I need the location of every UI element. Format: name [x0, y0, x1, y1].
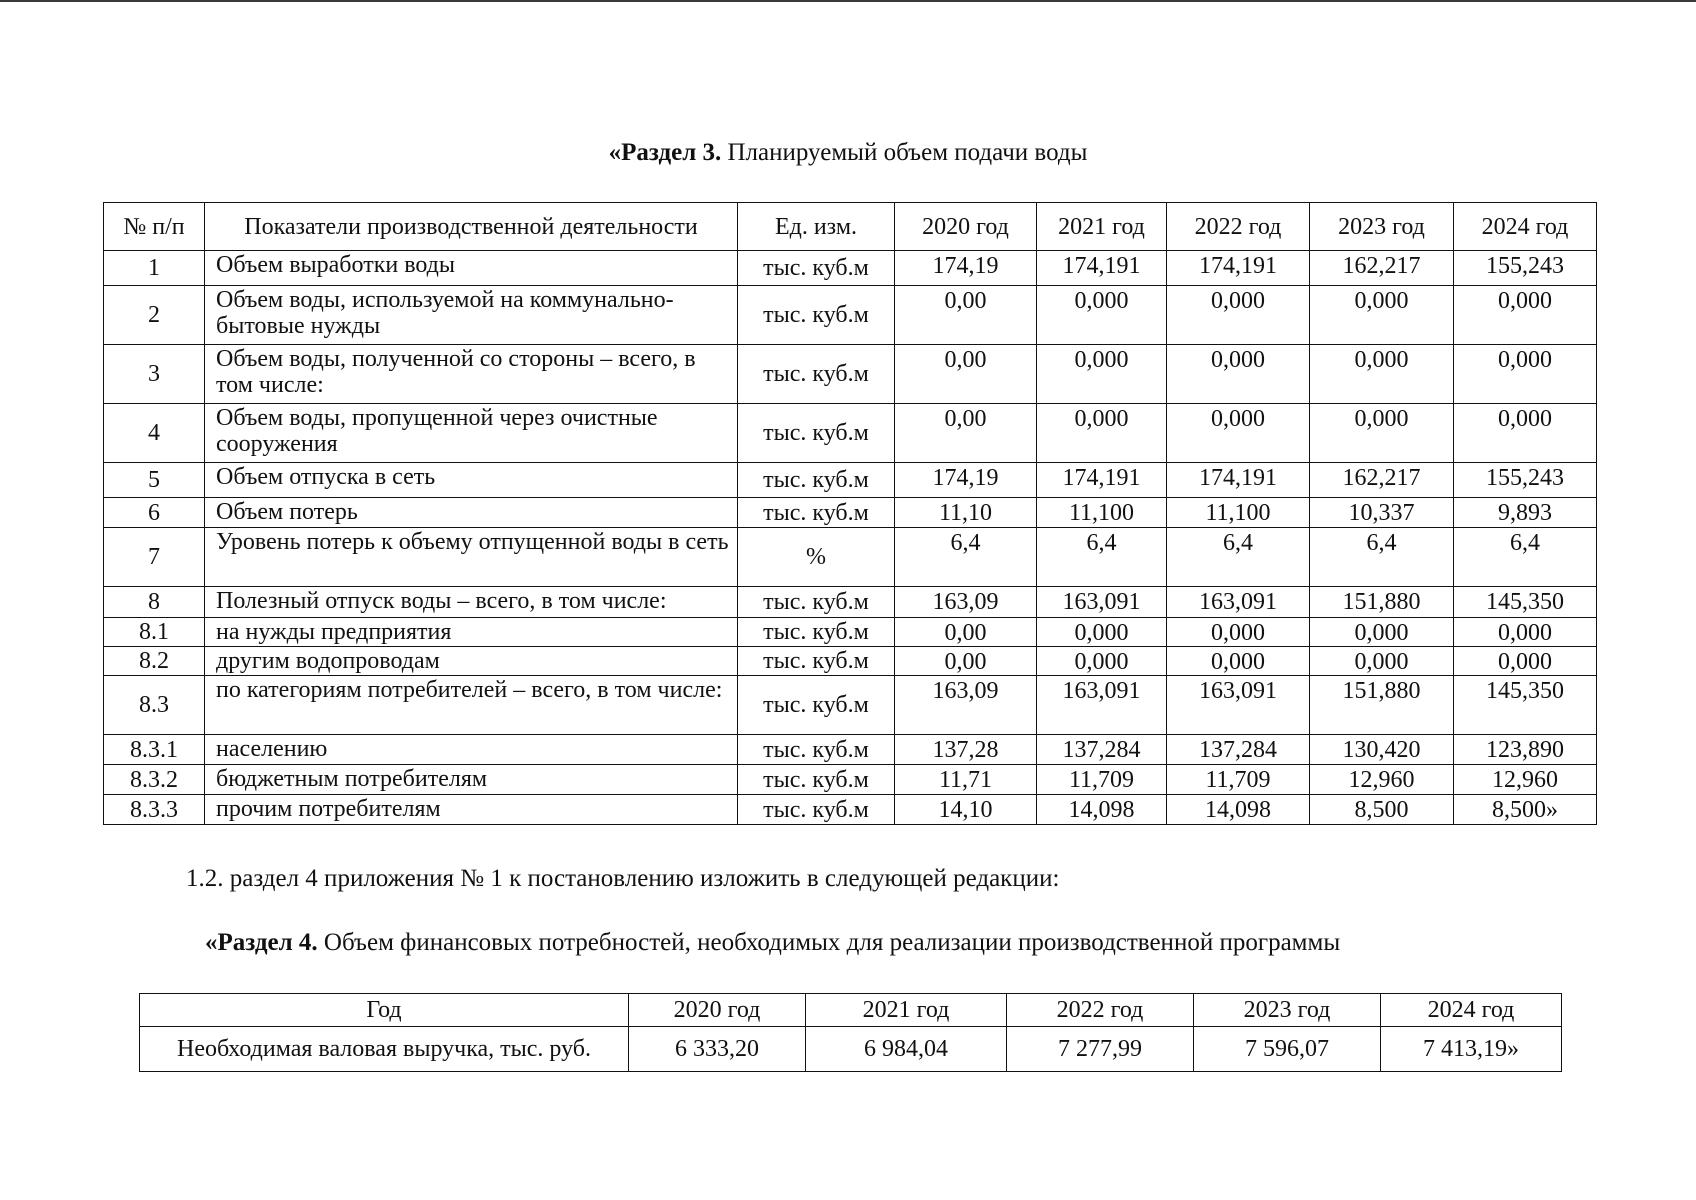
- indicator-name: прочим потребителям: [205, 795, 738, 825]
- value-cell: 11,100: [1037, 498, 1167, 528]
- value-cell: 0,000: [1310, 618, 1454, 647]
- value-cell: 0,00: [895, 647, 1037, 676]
- row-number: 8: [104, 587, 205, 618]
- table-row: [104, 795, 1597, 825]
- indicator-name: Полезный отпуск воды – всего, в том числе:: [205, 587, 738, 618]
- value-cell: 123,890: [1454, 735, 1597, 765]
- value-cell: 7 277,99: [1007, 1027, 1194, 1072]
- value-cell: 0,000: [1310, 404, 1454, 463]
- unit-cell: тыс. куб.м: [738, 735, 895, 765]
- value-cell: 0,000: [1037, 345, 1167, 404]
- unit-cell: тыс. куб.м: [738, 251, 895, 286]
- unit-cell: тыс. куб.м: [738, 795, 895, 825]
- value-cell: 0,000: [1454, 345, 1597, 404]
- value-cell: 145,350: [1454, 676, 1597, 735]
- value-cell: 6 984,04: [806, 1027, 1007, 1072]
- value-cell: 0,00: [895, 618, 1037, 647]
- page-top-edge-line: [0, 0, 1696, 2]
- row-number: 5: [104, 463, 205, 498]
- value-cell: 6,4: [895, 528, 1037, 587]
- row-number: 1: [104, 251, 205, 286]
- value-cell: 6,4: [1037, 528, 1167, 587]
- table-row: [104, 251, 1597, 286]
- indicator-name: Объем отпуска в сеть: [205, 463, 738, 498]
- section4-title-text: Объем финансовых потребностей, необходимых для реализации производственной программы: [317, 929, 1341, 956]
- value-cell: 6,4: [1167, 528, 1310, 587]
- value-cell: 137,284: [1037, 735, 1167, 765]
- unit-cell: тыс. куб.м: [738, 587, 895, 618]
- unit-cell: тыс. куб.м: [738, 765, 895, 795]
- value-cell: 11,100: [1167, 498, 1310, 528]
- value-cell: 0,00: [895, 404, 1037, 463]
- header-number: № п/п: [104, 203, 205, 251]
- section4-title-bold: «Раздел 4.: [205, 929, 318, 956]
- value-cell: 0,000: [1037, 404, 1167, 463]
- indicator-name: Объем воды, пропущенной через очистные сооружения: [205, 404, 738, 463]
- value-cell: 7 596,07: [1194, 1027, 1381, 1072]
- row-number: 8.3.3: [104, 795, 205, 825]
- table-row: [104, 618, 1597, 647]
- value-cell: 163,091: [1167, 676, 1310, 735]
- value-cell: 155,243: [1454, 251, 1597, 286]
- section3-title: [0, 138, 1696, 168]
- row-number: 8.2: [104, 647, 205, 676]
- value-cell: 0,000: [1454, 286, 1597, 345]
- value-cell: 11,10: [895, 498, 1037, 528]
- value-cell: 174,19: [895, 251, 1037, 286]
- table-row: [104, 463, 1597, 498]
- unit-cell: тыс. куб.м: [738, 286, 895, 345]
- revenue-label: Необходимая валовая выручка, тыс. руб.: [140, 1027, 629, 1072]
- section3-header-row: [104, 203, 1597, 251]
- value-cell: 163,091: [1037, 676, 1167, 735]
- unit-cell: тыс. куб.м: [738, 618, 895, 647]
- indicator-name: Объем выработки воды: [205, 251, 738, 286]
- value-cell: 174,191: [1167, 251, 1310, 286]
- value-cell: 0,000: [1037, 618, 1167, 647]
- section3-water-supply-table: [103, 202, 1597, 825]
- row-number: 8.3.1: [104, 735, 205, 765]
- row-number: 4: [104, 404, 205, 463]
- table-row: [140, 1027, 1562, 1072]
- value-cell: 14,098: [1037, 795, 1167, 825]
- value-cell: 14,098: [1167, 795, 1310, 825]
- value-cell: 174,191: [1037, 251, 1167, 286]
- table-row: [104, 528, 1597, 587]
- row-number: 7: [104, 528, 205, 587]
- indicator-name: Объем потерь: [205, 498, 738, 528]
- value-cell: 0,000: [1167, 618, 1310, 647]
- header-year-2021: 2021 год: [806, 994, 1007, 1027]
- section4-financial-table: [139, 993, 1562, 1072]
- table-row: [104, 345, 1597, 404]
- header-year-2022: 2022 год: [1167, 203, 1310, 251]
- value-cell: 0,000: [1310, 647, 1454, 676]
- indicator-name: Уровень потерь к объему отпущенной воды в сеть: [205, 528, 738, 587]
- value-cell: 137,28: [895, 735, 1037, 765]
- value-cell: 0,000: [1454, 647, 1597, 676]
- value-cell: 163,091: [1167, 587, 1310, 618]
- value-cell: 10,337: [1310, 498, 1454, 528]
- value-cell: 11,709: [1167, 765, 1310, 795]
- value-cell: 0,000: [1454, 618, 1597, 647]
- row-number: 2: [104, 286, 205, 345]
- value-cell: 0,000: [1037, 647, 1167, 676]
- table-row: [104, 587, 1597, 618]
- value-cell: 162,217: [1310, 251, 1454, 286]
- indicator-name: населению: [205, 735, 738, 765]
- value-cell: 151,880: [1310, 587, 1454, 618]
- value-cell: 163,091: [1037, 587, 1167, 618]
- section3-title-text: Планируемый объем подачи воды: [721, 139, 1088, 166]
- value-cell: 11,71: [895, 765, 1037, 795]
- header-year-2020: 2020 год: [895, 203, 1037, 251]
- value-cell: 9,893: [1454, 498, 1597, 528]
- header-year-2021: 2021 год: [1037, 203, 1167, 251]
- row-number: 8.3: [104, 676, 205, 735]
- section3-title-bold: «Раздел 3.: [608, 139, 722, 166]
- value-cell: 0,000: [1167, 286, 1310, 345]
- value-cell: 0,000: [1167, 404, 1310, 463]
- row-number: 6: [104, 498, 205, 528]
- value-cell: 8,500: [1310, 795, 1454, 825]
- header-year-2023: 2023 год: [1310, 203, 1454, 251]
- row-number: 3: [104, 345, 205, 404]
- table-row: [104, 498, 1597, 528]
- table-row: [104, 404, 1597, 463]
- section4-title: [205, 928, 1340, 958]
- value-cell: 6,4: [1310, 528, 1454, 587]
- header-year-label: Год: [140, 994, 629, 1027]
- header-indicator: Показатели производственной деятельности: [205, 203, 738, 251]
- value-cell: 174,191: [1167, 463, 1310, 498]
- indicator-name: на нужды предприятия: [205, 618, 738, 647]
- indicator-name: по категориям потребителей – всего, в том числе:: [205, 676, 738, 735]
- value-cell: 155,243: [1454, 463, 1597, 498]
- value-cell: 0,000: [1037, 286, 1167, 345]
- value-cell: 0,00: [895, 345, 1037, 404]
- value-cell: 145,350: [1454, 587, 1597, 618]
- value-cell: 163,09: [895, 587, 1037, 618]
- section4-header-row: [140, 994, 1562, 1027]
- table-row: [104, 676, 1597, 735]
- value-cell: 6,4: [1454, 528, 1597, 587]
- table-row: [104, 735, 1597, 765]
- table-row: [104, 286, 1597, 345]
- value-cell: 8,500»: [1454, 795, 1597, 825]
- unit-cell: тыс. куб.м: [738, 404, 895, 463]
- value-cell: 6 333,20: [629, 1027, 806, 1072]
- value-cell: 130,420: [1310, 735, 1454, 765]
- header-year-2022: 2022 год: [1007, 994, 1194, 1027]
- header-year-2024: 2024 год: [1381, 994, 1562, 1027]
- value-cell: 0,000: [1167, 647, 1310, 676]
- value-cell: 0,000: [1454, 404, 1597, 463]
- row-number: 8.3.2: [104, 765, 205, 795]
- unit-cell: тыс. куб.м: [738, 647, 895, 676]
- table-row: [104, 765, 1597, 795]
- header-year-2020: 2020 год: [629, 994, 806, 1027]
- indicator-name: другим водопроводам: [205, 647, 738, 676]
- row-number: 8.1: [104, 618, 205, 647]
- value-cell: 137,284: [1167, 735, 1310, 765]
- value-cell: 174,19: [895, 463, 1037, 498]
- indicator-name: бюджетным потребителям: [205, 765, 738, 795]
- value-cell: 163,09: [895, 676, 1037, 735]
- table-row: [104, 647, 1597, 676]
- indicator-name: Объем воды, полученной со стороны – всего, в том числе:: [205, 345, 738, 404]
- unit-cell: тыс. куб.м: [738, 676, 895, 735]
- unit-cell: тыс. куб.м: [738, 463, 895, 498]
- value-cell: 0,000: [1167, 345, 1310, 404]
- header-unit: Ед. изм.: [738, 203, 895, 251]
- value-cell: 11,709: [1037, 765, 1167, 795]
- amendment-paragraph: 1.2. раздел 4 приложения № 1 к постановлению изложить в следующей редакции:: [186, 865, 1060, 892]
- unit-cell: тыс. куб.м: [738, 498, 895, 528]
- value-cell: 174,191: [1037, 463, 1167, 498]
- value-cell: 12,960: [1310, 765, 1454, 795]
- value-cell: 0,000: [1310, 345, 1454, 404]
- value-cell: 0,00: [895, 286, 1037, 345]
- value-cell: 0,000: [1310, 286, 1454, 345]
- indicator-name: Объем воды, используемой на коммунально-бытовые нужды: [205, 286, 738, 345]
- header-year-2024: 2024 год: [1454, 203, 1597, 251]
- value-cell: 7 413,19»: [1381, 1027, 1562, 1072]
- value-cell: 12,960: [1454, 765, 1597, 795]
- unit-cell: %: [738, 528, 895, 587]
- value-cell: 162,217: [1310, 463, 1454, 498]
- header-year-2023: 2023 год: [1194, 994, 1381, 1027]
- value-cell: 14,10: [895, 795, 1037, 825]
- value-cell: 151,880: [1310, 676, 1454, 735]
- unit-cell: тыс. куб.м: [738, 345, 895, 404]
